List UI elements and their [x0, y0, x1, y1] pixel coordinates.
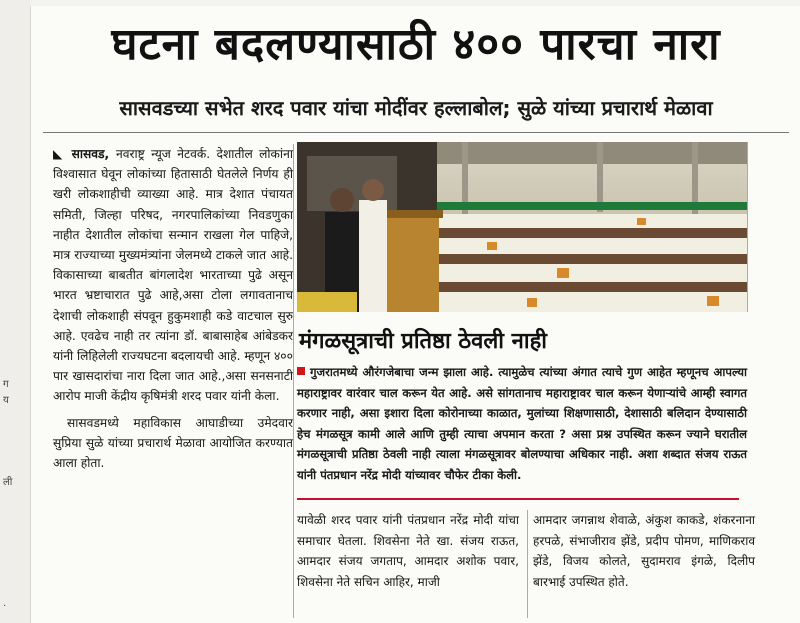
- adjacent-page-strip: [0, 0, 30, 623]
- left-column: [53, 144, 293, 618]
- dateline-mark-icon: ◣: [53, 147, 65, 161]
- box-title: मंगळसूत्राची प्रतिष्ठा ठेवली नाही: [299, 329, 547, 354]
- rally-photo-image: [297, 142, 747, 312]
- column-divider: [293, 144, 294, 618]
- dateline: [53, 147, 116, 161]
- side-fragment: य: [3, 395, 9, 406]
- bottom-column-2: आमदार जगन्नाथ शेवाळे, अंकुश काकडे, शंकरनाना हरपळे, संभाजीराव झेंडे, प्रदीप पोमण, माणिकराव झेंडे, विजय कोलते, सुदामराव इंगळे, दिलीप बारभाई उपस्थित होते.: [533, 513, 755, 589]
- news-clipping: [30, 6, 800, 623]
- box-body: [297, 362, 747, 488]
- dateline-place: सासवड,: [71, 147, 110, 161]
- red-rule: [297, 498, 739, 500]
- red-square-bullet-icon: [297, 367, 305, 375]
- box-body-text: गुजरातमध्ये औरंगजेबाचा जन्म झाला आहे. त्यामुळेच त्यांच्या अंगात त्याचे गुण आहेत म्हणूनच आपल्या महाराष्ट्रावर वारंवार चाल करून येत आहे. असे सांगतानाच महाराष्ट्रावर चाल करून येणाऱ्यांचे आम्ही स्वागत करणार नाही, असा इशारा दिला कोरोनाच्या काळात, मुलांच्या शिक्षणासाठी, देशासाठी बलिदान देण्यासाठी हेच मंगळसूत्र कामी आले आणि तुम्ही त्याचा अपमान करता ? असा प्रश्न उपस्थित करून ज्याने घरातील मंगळसूत्राची प्रतिष्ठा ठेवली नाही त्याला मंगळसूत्रावर बोलण्याचा अधिकार नाही. अशा शब्दात संजय राऊत यांनी पंतप्रधान नरेंद्र मोदी यांच्यावर चौफेर टीका केली.: [297, 365, 747, 482]
- dateline-agency: नवराष्ट्र न्यूज नेटवर्क.: [115, 147, 211, 161]
- lead-paragraph: [53, 144, 293, 407]
- photo-edge: [747, 142, 748, 312]
- side-fragment: .: [3, 598, 7, 609]
- rally-photo: [297, 142, 747, 312]
- lead-text: देशातील लोकांना विश्वासात घेवून लोकांच्या हितासाठी घेतलेले निर्णय ही खरी लोकशाहीची व्याख्या आहे. मात्र देशात पंचायत समिती, जिल्हा परिषद, नगरपालिकांच्या निवडणुका नाहीत देशातील लोकांचा सन्मान राखला गेल पाहिजे, मात्र राज्याच्या मुख्यमंत्र्यांना जेलमध्ये टाकले जात आहे. विकासाच्या बाबतीत बांगलादेश भारताच्या पुढे असून भारत भ्रष्टाचारात पुढे आहे,असा टोला लगावतानाच देशाची लोकशाही संपवून हुकुमशाही कडे वाटचाल सुरु आहे. एवढेच नाही तर त्यांना डॉ. बाबासाहेब आंबेडकर यांनी लिहिलेली राज्यघटना बदलायची आहे. म्हणून ४०० पार खासदारांचा नारा दिला जात आहे.,असा सनसनाटी आरोप माजी केंद्रीय कृषिमंत्री शरद पवार यांनी केला.: [53, 147, 293, 404]
- headline: घटना बदलण्यासाठी ४०० पारचा नारा: [111, 19, 721, 70]
- header-rule: [43, 132, 789, 133]
- side-fragment: ली: [3, 477, 13, 488]
- subheadline: सासवडच्या सभेत शरद पवार यांचा मोदींवर हल्लाबोल; सुळे यांच्या प्रचारार्थ मेळावा: [119, 96, 713, 120]
- bottom-column-1: यावेळी शरद पवार यांनी पंतप्रधान नरेंद्र मोदी यांचा समाचार घेतला. शिवसेना नेते खा. संजय राऊत, आमदार संजय जगताप, आमदार अशोक पवार, शिवसेना नेते सचिन आहिर, माजी: [297, 513, 519, 589]
- side-fragment: ग: [3, 379, 9, 390]
- second-paragraph: सासवडमध्ये महाविकास आघाडीच्या उमेदवार सुप्रिया सुळे यांच्या प्रचारार्थ मेळावा आयोजित करण्यात आला होता.: [53, 415, 293, 471]
- column-divider: [527, 510, 528, 618]
